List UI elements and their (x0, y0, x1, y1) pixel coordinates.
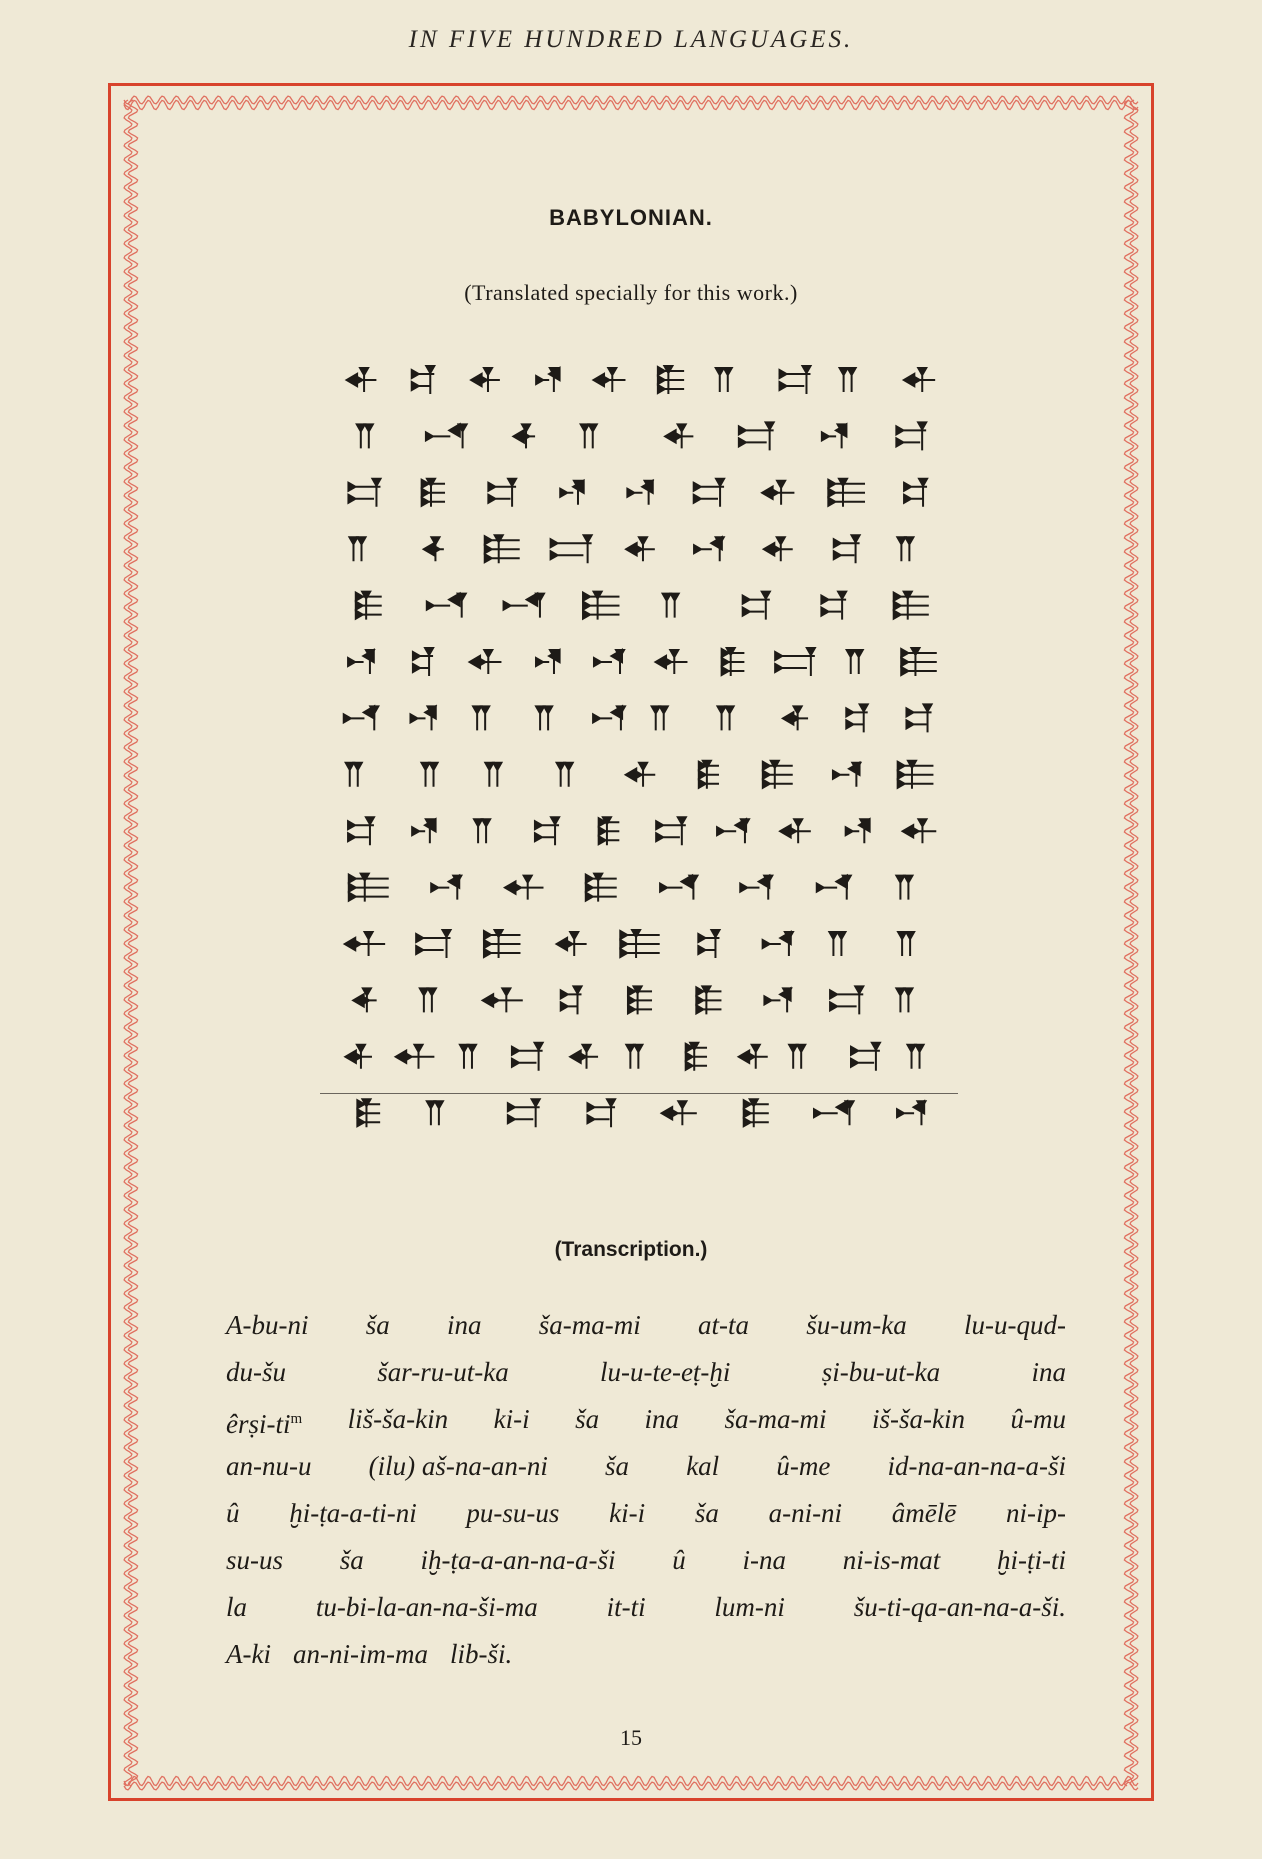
transcription-word: ša (605, 1451, 630, 1481)
transcription-word: du-šu (226, 1357, 286, 1387)
page-number: 15 (620, 1725, 642, 1750)
transcription-word: ki-i (609, 1498, 646, 1528)
transcription-word: šar-ru-ut-ka (377, 1357, 509, 1387)
transcription-word: ina (644, 1404, 680, 1434)
running-head: IN FIVE HUNDRED LANGUAGES. (408, 26, 854, 53)
transcription-word: at-ta (698, 1310, 750, 1340)
cuneiform-text (320, 360, 960, 1150)
transcription-word: an-nu-u (226, 1451, 312, 1481)
transcription-word: âmēlē (891, 1498, 957, 1528)
cuneiform-rule (320, 1093, 958, 1094)
page-title: BABYLONIAN. (549, 205, 713, 230)
transcription-word: ina (447, 1310, 482, 1340)
transcription-word: tu-bi-la-an-na-ši-ma (315, 1592, 538, 1622)
transcription-word: ša (575, 1404, 600, 1434)
transcription-word: ina (1031, 1357, 1066, 1387)
transcription-word: ni-ip- (1005, 1498, 1066, 1528)
transcription-word: iš-ša-kin (872, 1404, 965, 1434)
transcription-word: su-us (226, 1545, 284, 1575)
transcription-line (226, 1302, 1066, 1349)
transcription-word: id-na-an-na-a-ši (887, 1451, 1066, 1481)
transcription-word: an-ni-im-ma (292, 1639, 428, 1669)
transcription-word: liš-ša-kin (347, 1404, 449, 1434)
transcription-word: ša (339, 1545, 364, 1575)
transcription-word: ni-is-mat (842, 1545, 941, 1575)
transcription-word: a-ni-ni (768, 1498, 843, 1528)
transcription-word: kal (686, 1451, 720, 1481)
transcription-line (226, 1584, 1066, 1631)
transcription-heading: (Transcription.) (554, 1238, 708, 1261)
transcription-word: pu-su-us (466, 1498, 560, 1528)
transcription-word: lum-ni (714, 1592, 785, 1622)
transcription-word: û-me (776, 1451, 831, 1481)
transcription-line (226, 1443, 1066, 1490)
transcription-word: la (226, 1592, 248, 1622)
transcription-word: ki-i (493, 1404, 530, 1434)
transcription-word: i-na (742, 1545, 786, 1575)
transcription-word: iḫ-ṭa-a-an-na-a-ši (420, 1545, 616, 1575)
transcription-word: ḫi-ṭi-ti (997, 1545, 1066, 1575)
transcription-word: ša-ma-mi (538, 1310, 641, 1340)
page-subtitle: (Translated specially for this work.) (464, 280, 798, 305)
transcription-word: lu-u-te-eṭ-ḫi (599, 1357, 731, 1387)
transcription-text (226, 1302, 1066, 1678)
transcription-line (226, 1631, 1066, 1678)
transcription-word: it-ti (606, 1592, 646, 1622)
transcription-word: ša (694, 1498, 719, 1528)
transcription-word: û (672, 1545, 686, 1575)
transcription-word: ṣi-bu-ut-ka (821, 1357, 941, 1387)
transcription-word: šu-um-ka (806, 1310, 907, 1340)
transcription-word: A-ki (226, 1639, 271, 1669)
transcription-word: lib-ši. (449, 1639, 513, 1669)
transcription-line (226, 1396, 1066, 1443)
transcription-word: ša-ma-mi (724, 1404, 827, 1434)
transcription-line (226, 1490, 1066, 1537)
transcription-word: ša (365, 1310, 390, 1340)
transcription-word: û-mu (1010, 1404, 1066, 1434)
transcription-line (226, 1349, 1066, 1396)
transcription-word: û (226, 1498, 240, 1528)
transcription-word: êrṣi-$ti^m$ (226, 1409, 303, 1439)
transcription-word: A-bu-ni (226, 1310, 309, 1340)
transcription-word: (ilu) aš-na-an-ni (368, 1451, 548, 1481)
transcription-word: šu-ti-qa-an-na-a-ši. (853, 1592, 1066, 1622)
transcription-word: lu-u-qud- (964, 1310, 1066, 1340)
transcription-word: ḫi-ṭa-a-ti-ni (289, 1498, 417, 1528)
transcription-line (226, 1537, 1066, 1584)
